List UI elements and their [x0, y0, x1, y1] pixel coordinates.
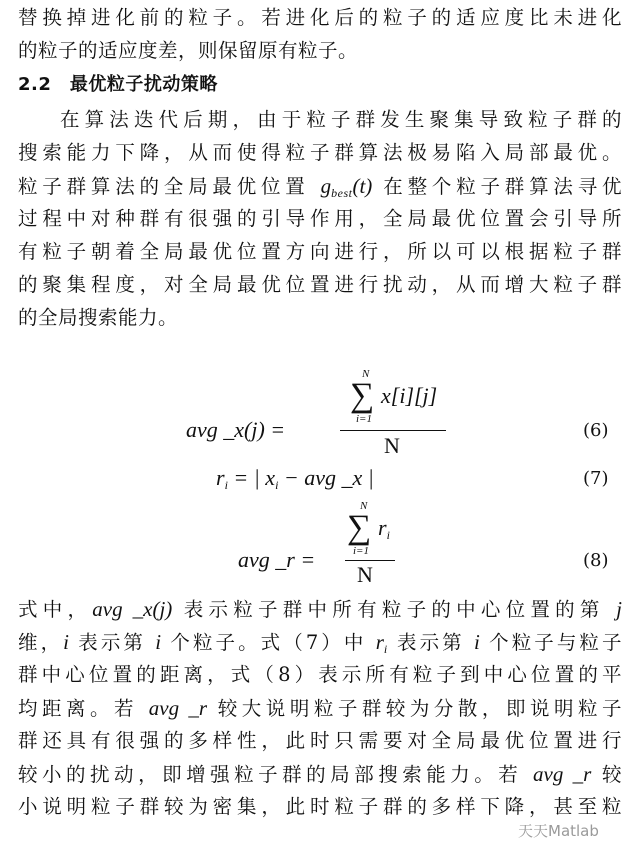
- math-inline: r: [375, 630, 384, 654]
- text-segment: 在算法迭代后期，由于粒子群发生聚集导致粒子群的: [60, 108, 622, 131]
- eq6-lhs: avg _x(j) =: [186, 417, 286, 442]
- eq8-term-sub: i: [386, 528, 390, 542]
- text-line: [18, 729, 622, 753]
- eq8-denominator: N: [357, 562, 373, 587]
- text-segment: 有粒子朝着全局最优位置方向进行，所以可以根据粒子群: [18, 240, 622, 263]
- math-inline: avg _x(j): [92, 597, 173, 621]
- text-segment: 群中心位置的距离，式（8）表示所有粒子到中心位置的平: [18, 663, 622, 686]
- text-segment: 2.2 最优粒子扰动策略: [18, 74, 218, 95]
- text-segment: 个粒子与粒子: [479, 631, 622, 654]
- text-segment: 在整个粒子群算法寻优: [372, 175, 623, 198]
- math-subscript: best: [331, 186, 353, 200]
- section-heading: [18, 73, 622, 97]
- math-inline: i: [155, 630, 162, 654]
- eq7-mid: = | x: [233, 465, 276, 490]
- text-line: [18, 630, 622, 661]
- text-segment: 搜索能力下降，从而使得粒子群算法极易陷入局部最优。: [18, 141, 622, 164]
- text-segment: 均距离。若: [18, 697, 149, 720]
- eq6-denominator: N: [384, 433, 400, 458]
- eq6-term: x[i][j]: [381, 383, 438, 408]
- text-segment: 式中，: [18, 598, 93, 621]
- text-segment: 维，: [18, 631, 64, 654]
- eq7-r: r: [216, 465, 225, 490]
- text-segment: 较: [591, 763, 622, 786]
- eq8-number: (8): [583, 550, 609, 571]
- text-segment: 过程中对种群有很强的引导作用，全局最优位置会引导所: [18, 207, 622, 230]
- math-inline: avg _r: [533, 762, 592, 786]
- eq8-lhs: avg _r =: [238, 547, 316, 572]
- text-line: [18, 39, 622, 63]
- math-inline: j: [616, 597, 622, 621]
- text-segment: 较大说明粒子群较为分散，即说明粒子: [207, 697, 623, 720]
- math-inline: i: [474, 630, 480, 654]
- watermark: 天天Matlab: [518, 822, 599, 840]
- eq8-term-r: r: [378, 515, 387, 540]
- eq8-sum-lower: i=1: [353, 545, 369, 557]
- text-segment: 表示粒子群中所有粒子的中心位置的第: [172, 598, 617, 621]
- text-segment: 粒子群算法的全局最优位置: [18, 175, 321, 198]
- text-segment: 群还具有很强的多样性，此时只需要对全局最优位置进行: [18, 729, 622, 752]
- text-line: [18, 207, 622, 231]
- text-segment: 较小的扰动，即增强粒子群的局部搜索能力。若: [18, 763, 534, 786]
- text-line: [18, 273, 622, 297]
- text-segment: 表示第: [387, 631, 475, 654]
- eq7-rest: − avg _x |: [278, 465, 374, 490]
- text-line: [18, 306, 622, 330]
- eq8-term: [378, 516, 390, 547]
- text-line: [18, 795, 622, 819]
- text-segment: 表示第: [69, 631, 156, 654]
- fraction-bar: [340, 430, 446, 431]
- math-inline: i: [63, 630, 69, 654]
- text-line: [18, 762, 622, 787]
- text-line: [18, 663, 622, 687]
- eq7-number: (7): [583, 468, 609, 489]
- text-line: [18, 6, 622, 30]
- text-line: [18, 141, 622, 165]
- eq6-number: (6): [583, 420, 609, 441]
- text-segment: 替换掉进化前的粒子。若进化后的粒子的适应度比未进化: [18, 6, 622, 29]
- text-line: [60, 108, 622, 132]
- text-segment: 个粒子。式（7）中: [161, 631, 376, 654]
- text-line: [18, 597, 622, 622]
- text-segment: 的粒子的适应度差，则保留原有粒子。: [18, 39, 359, 62]
- text-segment: 小说明粒子群较为密集，此时粒子群的多样下降，甚至粒: [18, 795, 622, 818]
- text-line: [18, 240, 622, 264]
- math-inline: avg _r: [148, 696, 208, 720]
- summation-icon: ∑: [350, 377, 375, 414]
- text-segment: 的聚集程度，对全局最优位置进行扰动，从而增大粒子群: [18, 273, 622, 296]
- math-subscript: i: [383, 642, 388, 656]
- eq8-sum-upper: N: [360, 500, 368, 512]
- summation-icon: ∑: [347, 509, 372, 546]
- eq6-sum-upper: N: [362, 368, 370, 380]
- eq7-sub2: i: [275, 478, 279, 492]
- text-segment: 的全局搜索能力。: [18, 306, 179, 329]
- math-inline: g: [320, 174, 332, 198]
- eq6-sum-lower: i=1: [356, 413, 372, 425]
- text-line: [18, 174, 622, 205]
- math-inline: (t): [352, 174, 373, 198]
- eq7-sub: i: [224, 478, 228, 492]
- eq7-expression: [216, 466, 374, 497]
- text-line: [18, 696, 622, 721]
